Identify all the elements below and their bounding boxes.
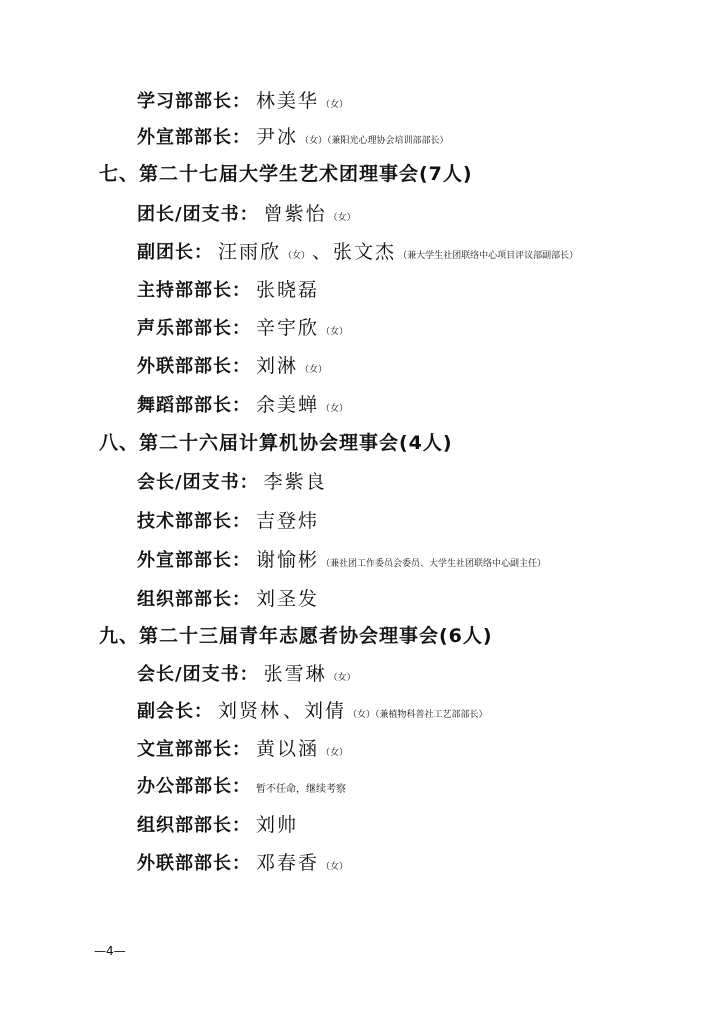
person-name: 汪雨欣 <box>218 241 282 263</box>
separator: 、 <box>283 700 303 722</box>
role-label: 外宣部部长 <box>137 550 232 571</box>
colon: ： <box>232 815 250 836</box>
role-label: 外联部部长 <box>137 356 232 377</box>
colon: ： <box>232 589 250 610</box>
role-line-troupe-leader <box>137 205 356 224</box>
role-line-publicity-minister <box>137 128 449 147</box>
role-label: 主持部部长 <box>137 280 232 301</box>
colon: ： <box>239 472 258 493</box>
note: （女） <box>300 365 328 375</box>
role-line-vocal-minister <box>137 319 348 338</box>
colon: ： <box>232 318 250 339</box>
colon: ： <box>232 739 250 760</box>
section-heading-art-troupe: 七、第二十七届大学生艺术团理事会(7人) <box>99 163 473 185</box>
role-line-tech-minister <box>137 512 319 531</box>
note: （兼大学生社团联络中心项目评议部副部长） <box>398 251 579 261</box>
note: （女）（兼阳光心理协会培训部部长） <box>300 136 449 146</box>
role-line-host-minister <box>137 281 319 300</box>
person-name: 辛宇欣 <box>256 317 320 339</box>
person-name: 尹冰 <box>256 126 299 148</box>
role-label: 组织部部长 <box>137 589 232 610</box>
role-label: 外联部部长 <box>137 853 232 874</box>
person-name: 邓春香 <box>256 852 320 874</box>
person-name: 黄以涵 <box>256 738 320 760</box>
person-name: 吉登炜 <box>256 510 320 532</box>
person-name: 李紫良 <box>263 471 327 493</box>
role-label: 副会长 <box>137 701 194 722</box>
person-name: 曾紫怡 <box>263 203 327 225</box>
role-label: 技术部部长 <box>137 511 232 532</box>
colon: ： <box>232 280 250 301</box>
colon: ： <box>232 91 250 112</box>
role-line-dance-minister <box>137 396 348 415</box>
person-name: 谢愉彬 <box>256 549 320 571</box>
role-line-president <box>137 473 327 492</box>
role-line-president-2 <box>137 665 356 684</box>
separator: 、 <box>312 241 332 263</box>
role-label: 副团长 <box>137 242 194 263</box>
note: （女） <box>283 251 311 261</box>
note: （女） <box>321 862 349 872</box>
role-label: 学习部部长 <box>137 91 232 112</box>
person-name: 张雪琳 <box>263 663 327 685</box>
role-label: 会长/团支书 <box>137 472 240 493</box>
role-label: 团长/团支书 <box>137 204 240 225</box>
role-label: 文宣部部长 <box>137 739 232 760</box>
note: （女） <box>321 748 349 758</box>
colon: ： <box>232 356 250 377</box>
colon: ： <box>194 242 212 263</box>
role-label: 声乐部部长 <box>137 318 232 339</box>
colon: ： <box>232 395 250 416</box>
role-line-liaison-minister <box>137 357 327 376</box>
person-name: 张晓磊 <box>256 279 320 301</box>
role-line-liaison-minister-2 <box>137 854 348 873</box>
note: （女） <box>328 213 356 223</box>
person-name: 刘淋 <box>256 355 299 377</box>
role-line-deputy-leader <box>137 243 578 262</box>
colon: ： <box>232 853 250 874</box>
section-heading-computer-association: 八、第二十六届计算机协会理事会(4人) <box>99 432 453 454</box>
note: （女） <box>328 673 356 683</box>
role-line-organization-minister <box>137 590 319 609</box>
role-line-vice-president <box>137 702 488 721</box>
person-name: 林美华 <box>256 90 320 112</box>
person-name: 张文杰 <box>333 241 397 263</box>
role-line-publicity-minister-2 <box>137 551 546 570</box>
role-label: 外宣部部长 <box>137 127 232 148</box>
note: （女） <box>321 100 349 110</box>
role-label: 办公部部长 <box>137 776 232 797</box>
note: （女）（兼植物科普社工艺部部长） <box>348 710 488 720</box>
page-number: —4— <box>94 944 126 958</box>
role-label: 会长/团支书 <box>137 664 240 685</box>
note: （女） <box>321 327 349 337</box>
role-label: 舞蹈部部长 <box>137 395 232 416</box>
pending-note: 暂不任命，继续考察 <box>256 784 346 795</box>
colon: ： <box>194 701 212 722</box>
person-name: 刘倩 <box>304 700 347 722</box>
person-name: 刘圣发 <box>256 588 320 610</box>
person-name: 刘帅 <box>256 814 299 836</box>
colon: ： <box>239 664 258 685</box>
role-line-organization-minister-2 <box>137 816 298 835</box>
colon: ： <box>232 511 250 532</box>
section-heading-volunteer-association: 九、第二十三届青年志愿者协会理事会(6人) <box>99 625 493 647</box>
colon: ： <box>232 776 250 797</box>
person-name: 刘贤林 <box>218 700 282 722</box>
note: （兼社团工作委员会委员、大学生社团联络中心副主任） <box>321 559 547 569</box>
person-name: 余美蝉 <box>256 394 320 416</box>
role-line-culture-minister <box>137 740 348 759</box>
colon: ： <box>239 204 258 225</box>
role-line-office-minister <box>137 778 346 796</box>
note: （女） <box>321 404 349 414</box>
role-line-study-minister <box>137 92 348 111</box>
colon: ： <box>232 550 250 571</box>
role-label: 组织部部长 <box>137 815 232 836</box>
colon: ： <box>232 127 250 148</box>
